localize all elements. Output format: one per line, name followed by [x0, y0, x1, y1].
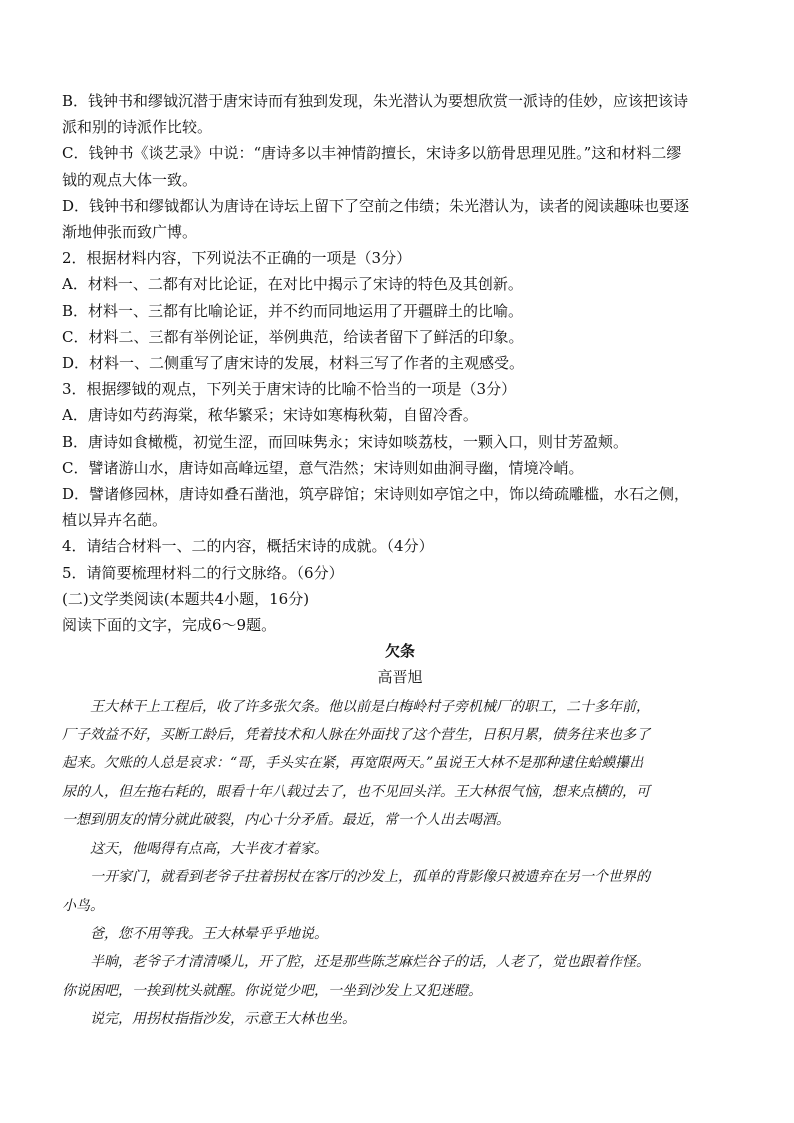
story-paragraph-1-line-1: 王大林干上工程后，收了许多张欠条。他以前是白梅岭村子旁机械厂的职工，二十多年前，: [90, 698, 650, 715]
story-paragraph-5-line-2: 你说困吧，一挨到枕头就醒。你说觉少吧，一坐到沙发上又犯迷瞪。: [62, 982, 482, 999]
story-paragraph-3-line-1: 一开家门，就看到老爷子拄着拐杖在客厅的沙发上，孤单的背影像只被遗弃在另一个世界的: [90, 869, 650, 886]
option-c-line-1: C．钱钟书《谈艺录》中说：“唐诗多以丰神情韵擅长，宋诗多以筋骨思理见胜。”这和材料二缪: [62, 144, 682, 163]
option-c-line-2: 钺的观点大体一致。: [62, 170, 198, 189]
question-2-option-d: D．材料一、二侧重写了唐宋诗的发展，材料三写了作者的主观感受。: [62, 354, 525, 373]
option-d-line-2: 渐地伸张而致广博。: [62, 223, 198, 242]
story-title: 欠条: [384, 642, 415, 661]
question-3-option-a: A．唐诗如芍药海棠，秾华繁采；宋诗如寒梅秋菊，自留冷香。: [62, 406, 478, 425]
document-page: [62, 88, 738, 1034]
question-3-option-b: B．唐诗如食橄榄，初觉生涩，而回味隽永；宋诗如啖荔枝，一颗入口，则甘芳盈颊。: [62, 432, 629, 451]
question-3-option-c: C．譬诸游山水，唐诗如高峰远望，意气浩然；宋诗则如曲涧寻幽，情境冷峭。: [62, 458, 584, 477]
question-4: 4．请结合材料一、二的内容，概括宋诗的成就。（4分）: [62, 537, 434, 556]
question-3-option-d-line-1: D．譬诸修园林，唐诗如叠石凿池，筑亭辟馆；宋诗则如亭馆之中，饰以绮疏雕槛，水石之侧，: [62, 485, 690, 504]
question-2-option-c: C．材料二、三都有举例论证，举例典范，给读者留下了鲜活的印象。: [62, 327, 524, 346]
story-paragraph-1-line-2: 厂子效益不好，买断工龄后，凭着技术和人脉在外面找了这个营生，日积月累，债务往来也多了: [62, 727, 650, 744]
story-paragraph-3-line-2: 小鸟。: [62, 897, 104, 914]
section-instruction: 阅读下面的文字，完成6～9题。: [62, 616, 277, 635]
story-paragraph-1-line-5: 一想到朋友的情分就此破裂，内心十分矛盾。最近，常一个人出去喝酒。: [62, 812, 510, 829]
story-paragraph-4: 爸，您不用等我。王大林晕乎乎地说。: [90, 925, 328, 942]
question-2-option-a: A．材料一、二都有对比论证，在对比中揭示了宋诗的特色及其创新。: [62, 275, 523, 294]
story-paragraph-2: 这天，他喝得有点高，大半夜才着家。: [90, 840, 328, 857]
section-heading: (二)文学类阅读(本题共4小题，16分): [62, 589, 310, 608]
option-d-line-1: D．钱钟书和缪钺都认为唐诗在诗坛上留下了空前之伟绩；朱光潜认为，读者的阅读趣味也要逐: [62, 196, 690, 215]
question-2-option-b: B．材料一、三都有比喻论证，并不约而同地运用了开疆辟土的比喻。: [62, 301, 524, 320]
question-3-stem: 3．根据缪钺的观点，下列关于唐宋诗的比喻不恰当的一项是（3分）: [62, 380, 517, 399]
question-block: [62, 88, 738, 586]
question-5: 5．请简要梳理材料二的行文脉络。（6分）: [62, 563, 344, 582]
story-paragraph-1-line-4: 尿的人，但左拖右耗的，眼看十年八载过去了，也不见回头洋。王大林很气恼，想来点横的，可: [62, 783, 650, 800]
story-paragraph-6: 说完，用拐杖指指沙发，示意王大林也坐。: [90, 1011, 356, 1028]
story-author: 高晋旭: [377, 668, 423, 687]
story-paragraph-5-line-1: 半晌，老爷子才清清嗓儿，开了腔，还是那些陈芝麻烂谷子的话，人老了，觉也跟着作怪。: [90, 954, 650, 971]
question-3-option-d-line-2: 植以异卉名葩。: [62, 511, 168, 530]
question-2-stem: 2．根据材料内容，下列说法不正确的一项是（3分）: [62, 249, 412, 268]
story-paragraph-1-line-3: 起来。欠账的人总是哀求：“哥，手头实在紧，再宽限两天。”虽说王大林不是那种逮住蛤蟆攥出: [62, 755, 644, 772]
literary-section: [62, 586, 738, 1034]
option-b-line-2: 派和别的诗派作比较。: [62, 118, 213, 137]
option-b-line-1: B．钱钟书和缪钺沉潜于唐宋诗而有独到发现，朱光潜认为要想欣赏一派诗的佳妙，应该把该诗: [62, 92, 689, 110]
